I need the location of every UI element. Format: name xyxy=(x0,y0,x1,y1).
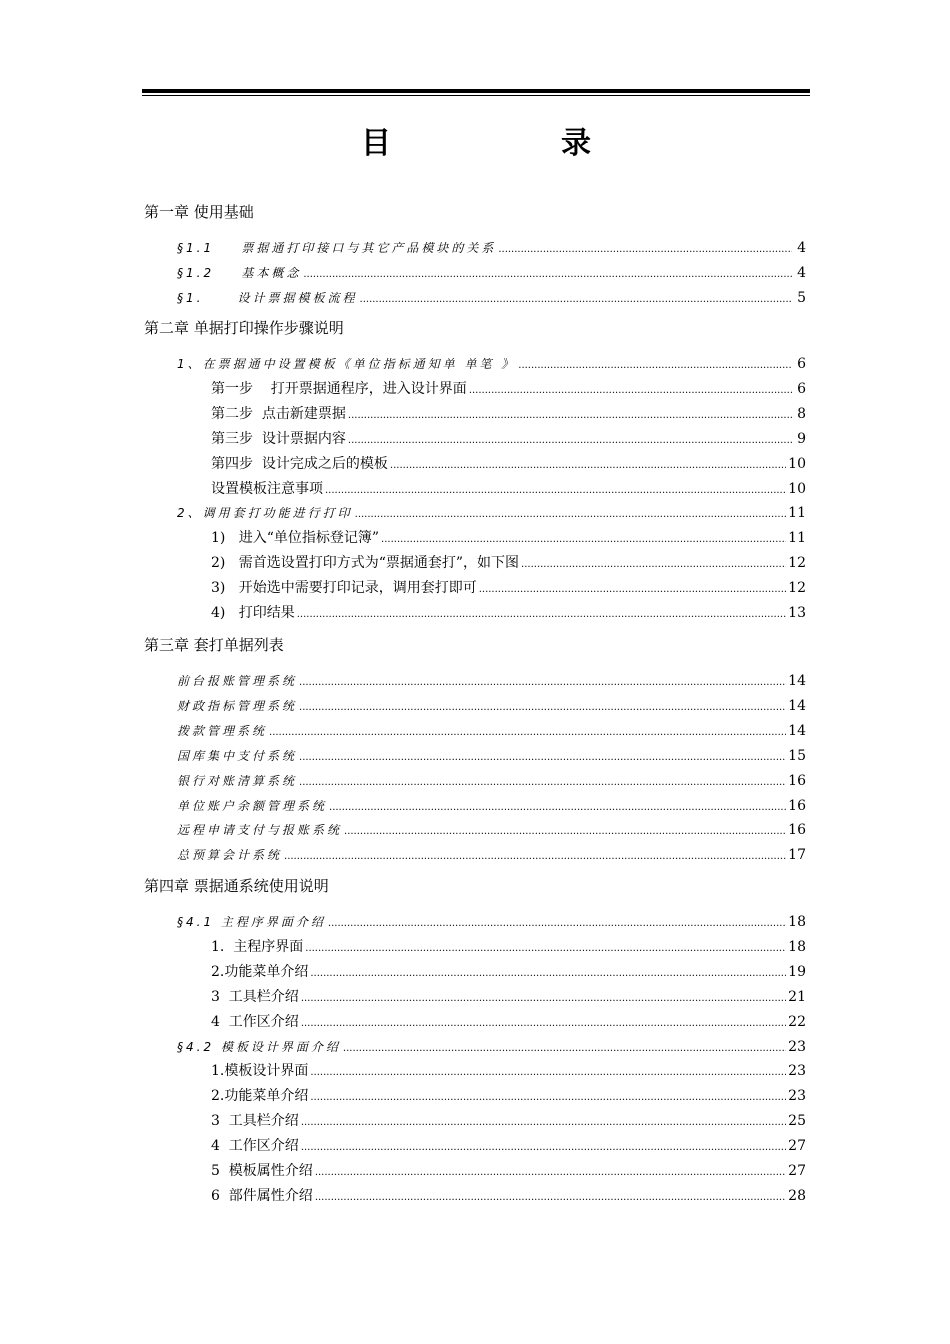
toc-entry[interactable] xyxy=(177,912,806,934)
toc-entry[interactable] xyxy=(211,553,806,575)
toc-entry-text: 2.功能菜单介绍 xyxy=(211,963,309,980)
toc-page-number: 27 xyxy=(788,1138,806,1155)
toc-leader-dots xyxy=(305,939,786,959)
toc-entry[interactable] xyxy=(211,454,806,476)
toc-leader-dots xyxy=(315,1188,786,1208)
toc-entry-text: 4) 打印结果 xyxy=(211,605,295,621)
toc-entry-text: 总预算会计系统 xyxy=(177,848,283,863)
toc-entry-text: §1.2 基本概念 xyxy=(177,265,302,280)
toc-page-number: 27 xyxy=(788,1163,806,1179)
toc-entry-text: 2) 需首选设置打印方式为“票据通套打”，如下图 xyxy=(211,555,520,572)
toc-leader-dots xyxy=(299,773,786,793)
toc-entry-text: 财政指标管理系统 xyxy=(177,698,298,713)
toc-leader-dots xyxy=(355,505,787,525)
toc-leader-dots xyxy=(360,290,792,310)
toc-leader-dots xyxy=(303,265,792,285)
toc-page-number: 14 xyxy=(788,673,806,689)
toc-page-number: 5 xyxy=(797,289,806,306)
toc-leader-dots xyxy=(348,431,792,451)
chapter-heading[interactable]: 第四章 票据通系统使用说明 xyxy=(144,877,329,895)
toc-entry[interactable] xyxy=(177,1037,806,1059)
top-rule-thick xyxy=(142,89,810,93)
toc-entry[interactable] xyxy=(211,1186,806,1208)
toc-entry-text: 4 工作区介绍 xyxy=(211,1138,299,1155)
toc-page-number: 19 xyxy=(788,963,806,980)
toc-page-number: 18 xyxy=(788,914,806,930)
toc-page-number: 11 xyxy=(788,505,806,522)
toc-entry[interactable] xyxy=(177,354,806,376)
toc-page-number: 10 xyxy=(788,455,806,472)
toc-leader-dots xyxy=(315,1163,786,1183)
toc-page-number: 28 xyxy=(788,1187,806,1204)
toc-entry[interactable] xyxy=(177,721,806,743)
toc-entry-text: 前台报账管理系统 xyxy=(177,674,298,688)
toc-leader-dots xyxy=(310,964,786,984)
toc-entry-text: 第一步 打开票据通程序，进入设计界面 xyxy=(211,380,467,397)
toc-entry[interactable] xyxy=(211,1086,806,1108)
page-title: 目 录 xyxy=(361,126,661,161)
toc-page-number: 14 xyxy=(788,697,806,714)
toc-page-number: 12 xyxy=(788,555,806,572)
toc-page-number: 15 xyxy=(788,747,806,764)
toc-page-number: 10 xyxy=(788,480,806,497)
toc-entry-text: §4.2 模板设计界面介绍 xyxy=(177,1039,341,1054)
toc-entry[interactable] xyxy=(211,962,806,984)
toc-page-number: 13 xyxy=(788,605,806,621)
toc-page-number: 11 xyxy=(788,530,806,547)
toc-entry[interactable] xyxy=(211,1061,806,1083)
toc-page-number: 8 xyxy=(797,405,806,422)
chapter-heading[interactable]: 第二章 单据打印操作步骤说明 xyxy=(144,319,344,337)
toc-page-number: 16 xyxy=(788,772,806,789)
toc-entry-text: 设置模板注意事项 xyxy=(211,480,323,497)
toc-leader-dots xyxy=(301,1138,786,1158)
toc-entry[interactable] xyxy=(211,578,806,600)
toc-leader-dots xyxy=(284,847,786,867)
toc-entry-text: 第三步 设计票据内容 xyxy=(211,430,346,447)
toc-entry-text: 5 模板属性介绍 xyxy=(211,1163,313,1179)
toc-page-number: 22 xyxy=(788,1013,806,1030)
toc-leader-dots xyxy=(381,530,786,550)
toc-entry[interactable] xyxy=(211,429,806,451)
toc-leader-dots xyxy=(343,1039,786,1059)
toc-entry-text: 远程申请支付与报账系统 xyxy=(177,823,343,838)
toc-leader-dots xyxy=(479,580,786,600)
toc-entry-text: 第二步 点击新建票据 xyxy=(211,405,346,422)
toc-entry-text: 1. 主程序界面 xyxy=(211,938,304,955)
toc-entry[interactable] xyxy=(211,528,806,550)
toc-entry-text: 拨款管理系统 xyxy=(177,723,268,738)
toc-entry-text: 3 工具栏介绍 xyxy=(211,1113,299,1130)
toc-entry[interactable] xyxy=(177,263,806,285)
toc-leader-dots xyxy=(329,798,786,818)
toc-leader-dots xyxy=(301,1113,786,1133)
toc-page-number: 14 xyxy=(788,722,806,739)
toc-leader-dots xyxy=(299,673,786,693)
toc-entry[interactable] xyxy=(177,820,806,842)
toc-leader-dots xyxy=(299,698,786,718)
toc-entry[interactable] xyxy=(211,987,806,1009)
toc-page-number: 18 xyxy=(788,938,806,955)
toc-entry[interactable] xyxy=(177,238,806,260)
toc-entry-text: 2、调用套打功能进行打印 xyxy=(177,506,353,521)
chapter-heading[interactable]: 第三章 套打单据列表 xyxy=(144,636,284,654)
toc-leader-dots xyxy=(325,481,786,501)
toc-entry[interactable] xyxy=(211,1136,806,1158)
toc-entry-text: 银行对账清算系统 xyxy=(177,773,298,788)
toc-page-number: 12 xyxy=(788,580,806,597)
toc-page-number: 4 xyxy=(797,264,806,281)
toc-entry[interactable] xyxy=(177,771,806,793)
toc-entry-text: §1.1 票据通打印接口与其它产品模块的关系 xyxy=(177,241,497,255)
toc-leader-dots xyxy=(301,1014,786,1034)
toc-page-number: 23 xyxy=(788,1063,806,1080)
chapter-heading[interactable]: 第一章 使用基础 xyxy=(144,203,254,221)
toc-entry-text: 3) 开始选中需要打印记录，调用套打即可 xyxy=(211,580,477,597)
toc-entry[interactable] xyxy=(211,1012,806,1034)
toc-page-number: 6 xyxy=(797,380,806,397)
toc-page-number: 9 xyxy=(797,430,806,447)
toc-leader-dots xyxy=(521,555,786,575)
toc-page-number: 21 xyxy=(788,988,806,1005)
toc-entry-text: 1.模板设计界面 xyxy=(211,1063,309,1080)
toc-entry-text: 国库集中支付系统 xyxy=(177,748,298,763)
toc-leader-dots xyxy=(344,822,786,842)
toc-entry[interactable] xyxy=(211,404,806,426)
toc-entry-text: 3 工具栏介绍 xyxy=(211,988,299,1005)
toc-entry-text: §1. 设计票据模板流程 xyxy=(177,290,358,305)
toc-page-number: 16 xyxy=(788,797,806,814)
toc-page-number: 16 xyxy=(788,822,806,839)
toc-entry[interactable] xyxy=(177,845,806,867)
toc-leader-dots xyxy=(498,240,792,260)
toc-leader-dots xyxy=(269,723,786,743)
toc-entry[interactable] xyxy=(211,479,806,501)
toc-entry-text: 1、在票据通中设置模板《单位指标通知单 单笔 》 xyxy=(177,357,517,371)
toc-leader-dots xyxy=(310,1088,786,1108)
toc-leader-dots xyxy=(299,748,786,768)
toc-entry-text: 单位账户余额管理系统 xyxy=(177,798,328,813)
toc-entry-text: 6 部件属性介绍 xyxy=(211,1187,313,1204)
toc-leader-dots xyxy=(301,989,786,1009)
toc-page-number: 25 xyxy=(788,1113,806,1130)
toc-entry-text: 第四步 设计完成之后的模板 xyxy=(211,455,388,472)
toc-leader-dots xyxy=(348,406,792,426)
toc-entry[interactable] xyxy=(177,746,806,768)
toc-page-number: 4 xyxy=(797,240,806,256)
toc-leader-dots xyxy=(390,456,786,476)
toc-entry[interactable] xyxy=(211,1161,806,1183)
toc-page-number: 23 xyxy=(788,1038,806,1055)
toc-entry[interactable] xyxy=(177,696,806,718)
toc-leader-dots xyxy=(328,914,786,934)
toc-entry-text: 2.功能菜单介绍 xyxy=(211,1088,309,1105)
toc-entry[interactable] xyxy=(177,503,806,525)
toc-entry-text: §4.1 主程序界面介绍 xyxy=(177,915,326,929)
toc-page-number: 17 xyxy=(788,847,806,864)
toc-entry[interactable] xyxy=(177,796,806,818)
toc-page-number: 6 xyxy=(797,356,806,372)
toc-page-number: 23 xyxy=(788,1088,806,1105)
toc-entry[interactable] xyxy=(211,937,806,959)
toc-leader-dots xyxy=(297,605,786,625)
toc-entry[interactable] xyxy=(211,603,806,625)
toc-leader-dots xyxy=(310,1063,786,1083)
toc-entry[interactable] xyxy=(177,671,806,693)
toc-entry[interactable] xyxy=(211,379,806,401)
toc-leader-dots xyxy=(518,356,792,376)
toc-entry-text: 4 工作区介绍 xyxy=(211,1013,299,1030)
toc-entry-text: 1) 进入“单位指标登记簿” xyxy=(211,530,380,547)
toc-entry[interactable] xyxy=(177,288,806,310)
top-rule-thin xyxy=(142,95,810,96)
toc-entry[interactable] xyxy=(211,1111,806,1133)
toc-leader-dots xyxy=(469,381,792,401)
